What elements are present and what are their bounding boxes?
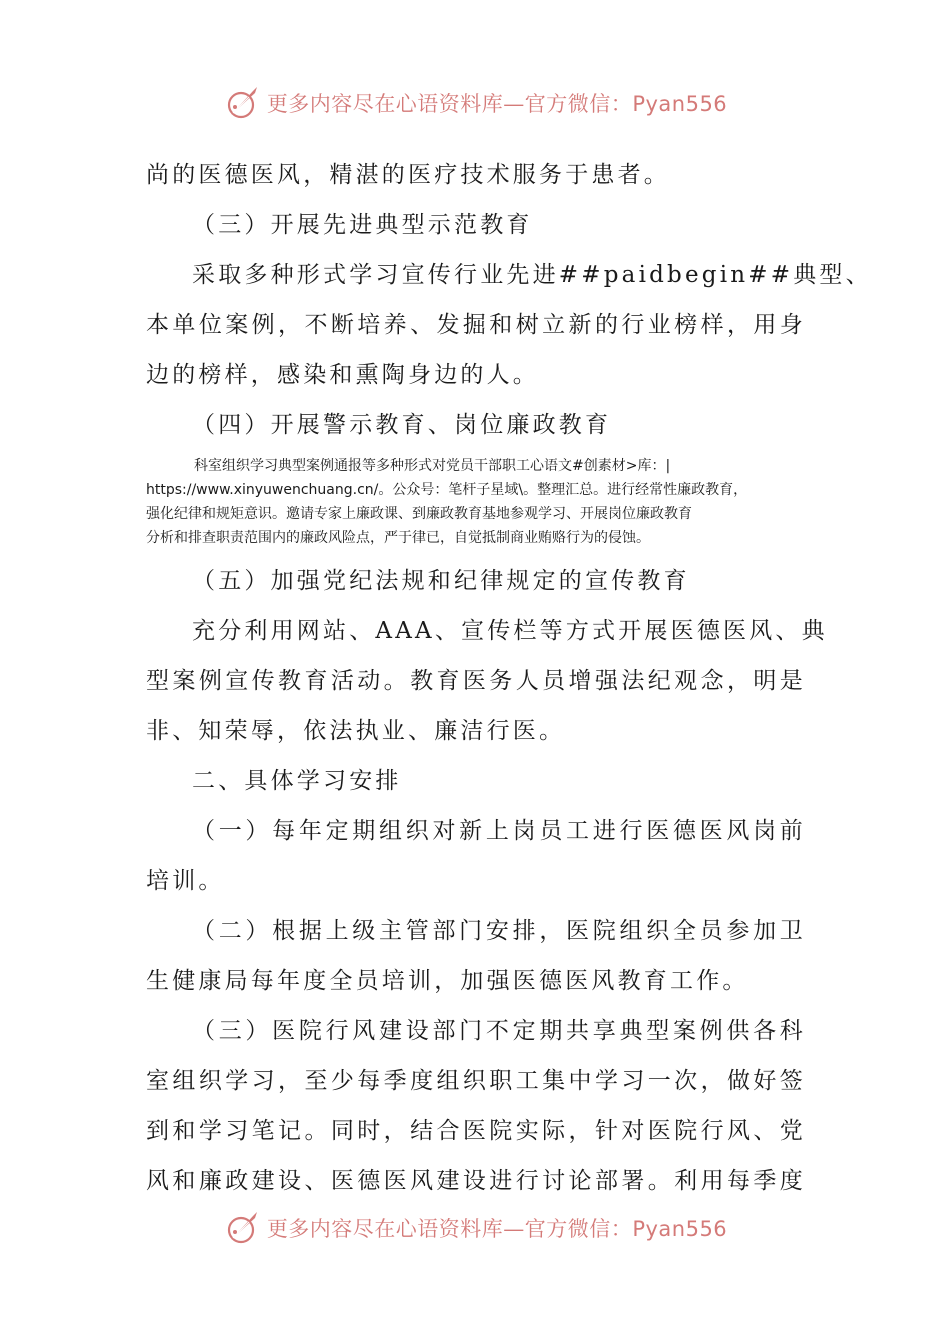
paragraph-group-after bbox=[146, 556, 828, 1206]
small-text-line: 强化纪律和规矩意识。邀请专家上廉政课、到廉政教育基地参观学习、开展岗位廉政教育 bbox=[146, 506, 692, 522]
banner-text-cn: 更多内容尽在心语资料库—官方微信： bbox=[266, 92, 633, 116]
paragraph-line: 生健康局每年度全员培训，加强医德医风教育工作。 bbox=[146, 968, 749, 994]
paragraph-line: 尚的医德医风，精湛的医疗技术服务于患者。 bbox=[146, 162, 670, 188]
paragraph-line: 培训。 bbox=[146, 868, 225, 894]
paragraph-line: 非、知荣辱，依法执业、廉洁行医。 bbox=[146, 718, 566, 744]
quill-pen-logo-icon bbox=[223, 1208, 263, 1248]
paragraph-line: （五）加强党纪法规和纪律规定的宣传教育 bbox=[192, 568, 690, 594]
header-banner bbox=[0, 83, 950, 123]
small-text-line: https://www.xinyuwenchuang.cn/。公众号：笔杆子星域\。整理汇总。进行经常性廉政教育， bbox=[146, 482, 748, 498]
paragraph-line: 充分利用网站、AAA、宣传栏等方式开展医德医风、典 bbox=[192, 618, 828, 644]
paragraph-line: 型案例宣传教育活动。教育医务人员增强法纪观念，明是 bbox=[146, 668, 806, 694]
paragraph-line: 本单位案例，不断培养、发掘和树立新的行业榜样，用身 bbox=[146, 312, 806, 338]
footer-banner bbox=[0, 1208, 950, 1248]
document-body bbox=[146, 150, 872, 1206]
paragraph-line: 室组织学习，至少每季度组织职工集中学习一次，做好签 bbox=[146, 1068, 806, 1094]
paragraph-line: 边的榜样，感染和熏陶身边的人。 bbox=[146, 362, 539, 388]
small-text-block bbox=[146, 454, 806, 550]
banner-wechat-id: Pyan556 bbox=[632, 92, 728, 116]
paragraph-line: （四）开展警示教育、岗位廉政教育 bbox=[192, 412, 612, 438]
small-text-line: 科室组织学习典型案例通报等多种形式对党员干部职工心语文#创素材>库：| bbox=[194, 458, 671, 474]
paragraph-line: 风和廉政建设、医德医风建设进行讨论部署。利用每季度 bbox=[146, 1168, 806, 1194]
quill-pen-logo-icon bbox=[223, 83, 263, 123]
banner-text-cn: 更多内容尽在心语资料库—官方微信： bbox=[266, 1217, 633, 1241]
small-text-line: 分析和排查职责范围内的廉政风险点，严于律已，自觉抵制商业贿赂行为的侵蚀。 bbox=[146, 530, 650, 546]
paragraph-line: 二、具体学习安排 bbox=[192, 768, 402, 794]
paragraph-line: （三）医院行风建设部门不定期共享典型案例供各科 bbox=[192, 1018, 806, 1044]
paragraph-line: （三）开展先进典型示范教育 bbox=[192, 212, 533, 238]
paragraph-line: 到和学习笔记。同时，结合医院实际，针对医院行风、党 bbox=[146, 1118, 806, 1144]
paragraph-line: （二）根据上级主管部门安排，医院组织全员参加卫 bbox=[192, 918, 806, 944]
paragraph-line: 采取多种形式学习宣传行业先进##paidbegin##典型、 bbox=[192, 262, 872, 288]
paragraph-group-before bbox=[146, 150, 872, 450]
paragraph-line: （一）每年定期组织对新上岗员工进行医德医风岗前 bbox=[192, 818, 806, 844]
banner-text bbox=[267, 88, 727, 118]
banner-wechat-id: Pyan556 bbox=[632, 1217, 728, 1241]
banner-text bbox=[267, 1213, 727, 1243]
